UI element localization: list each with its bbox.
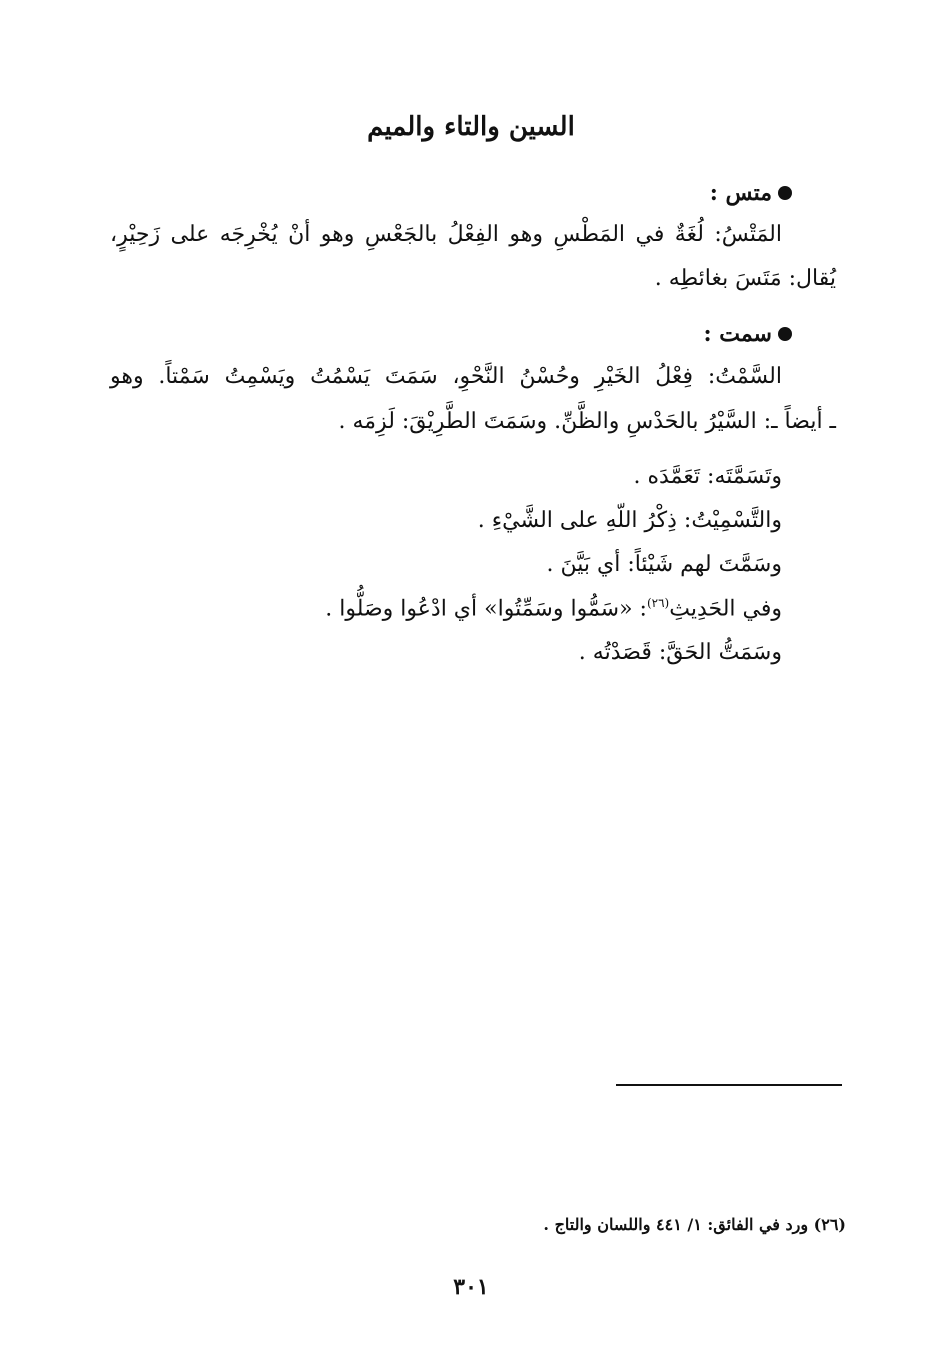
entry-line: وسَمَّتَ لهم شَيْئاً: أي بَيَّنَ . (546, 552, 782, 577)
entry-heading-label: سمت : (703, 321, 772, 347)
hadith-quote: : «سَمُّوا وسَمِّتُوا» أي ادْعُوا وصَلُّوا . (325, 596, 647, 622)
entry-heading-label: متس : (709, 180, 772, 206)
entry-line: وتَسَمَّتَه: تَعَمَّدَه . (633, 464, 782, 489)
bullet-icon (778, 186, 792, 200)
hadith-lead: وفي الحَدِيثِ (669, 596, 782, 622)
page-title: السين والتاء والميم (367, 112, 575, 142)
entry-line: ـ أيضاً ـ: السَّيْرُ بالحَدْسِ والظَّنِّ. وسَمَتَ الطَّرِيْقَ: لَزِمَه . (338, 409, 836, 434)
entry-line: وسَمَتُّ الحَقَّ: قَصَدْتُه . (578, 640, 782, 665)
entry-line: السَّمْتُ: فِعْلُ الخَيْرِ وحُسْنُ النَّحْوِ، سَمَتَ يَسْمُتُ ويَسْمِتُ سَمْتاً. وهو (110, 364, 782, 389)
footnote: (٢٦) ورد في الفائق: ١/ ٤٤١ واللسان والتاج . (543, 1215, 846, 1234)
entry-heading-mts (710, 180, 792, 206)
entry-line: والتَّسْمِيْتُ: ذِكْرُ اللّهِ على الشَّيْءِ . (477, 508, 782, 533)
entry-line-hadith (325, 596, 782, 621)
footnote-ref: (٢٦) (646, 596, 670, 610)
footnote-divider (616, 1084, 842, 1086)
entry-heading-smt (703, 321, 792, 347)
entry-line: المَتْسُ: لُغَةٌ في المَطْسِ وهو الفِعْلُ بالجَعْسِ وهو أنْ يُخْرِجَه على زَحِيْرٍ، (110, 222, 782, 247)
page-number: ٣٠١ (453, 1274, 489, 1300)
bullet-icon (778, 327, 792, 341)
entry-line: يُقال: مَتَسَ بغائطِه . (654, 266, 836, 291)
